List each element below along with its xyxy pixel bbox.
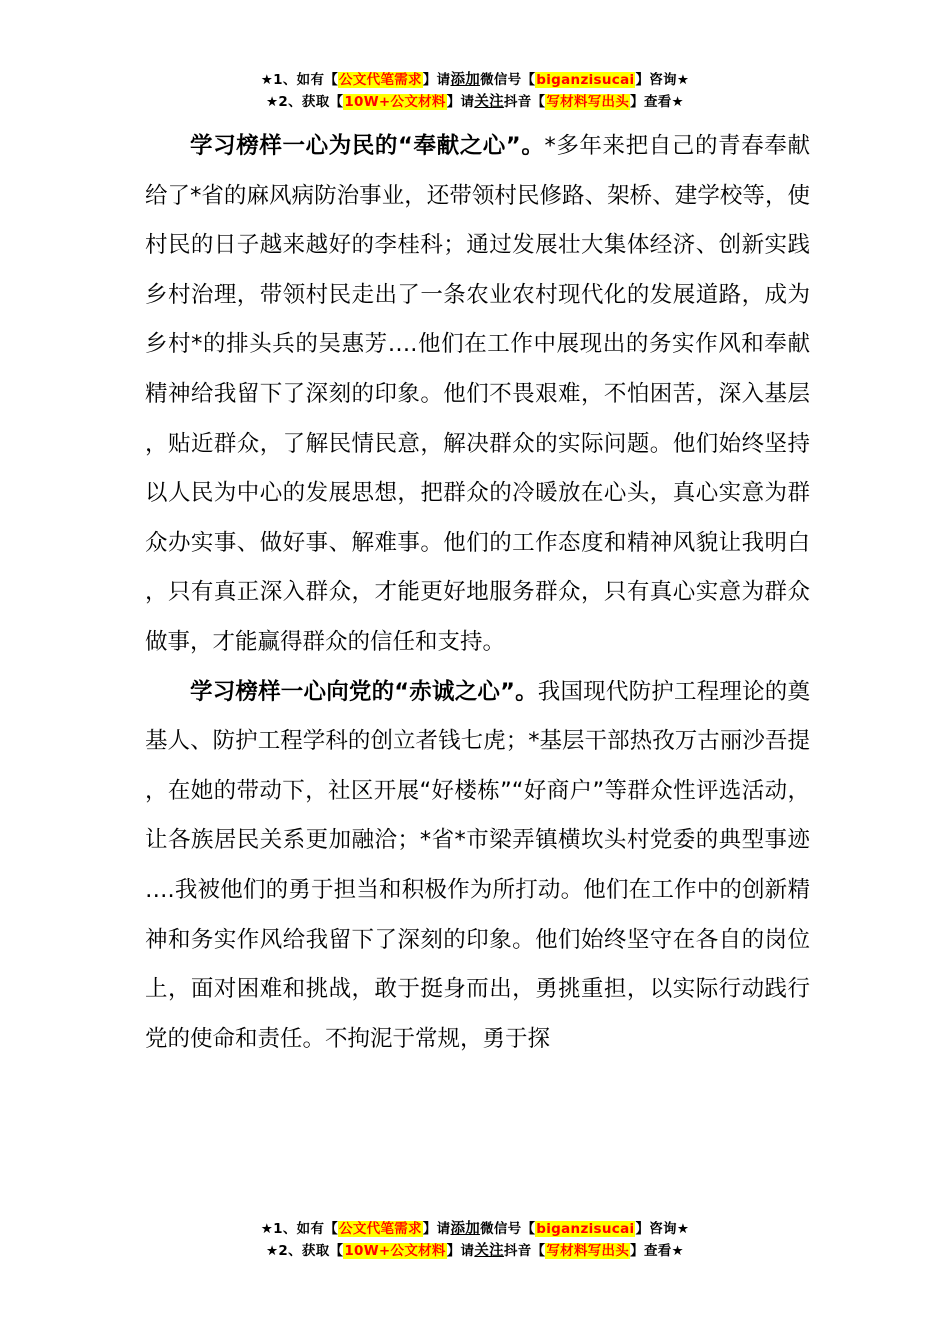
promo-text: 抖音【 — [503, 1243, 546, 1259]
promo-line-2 — [0, 91, 950, 113]
promo-highlight: 公文代笔需求 — [339, 1221, 422, 1237]
promo-wechat-id: biganzisucai — [536, 72, 635, 88]
promo-line-2 — [0, 1240, 950, 1262]
paragraph-text: *多年来把自己的青春奉献给了*省的麻风病防治事业，还带领村民修路、架桥、建学校等，使村民的日子越来越好的李桂科；通过发展壮大集体经济、创新实践乡村治理，带领村民走出了一条农业农村现代化的发展道路，成为乡村*的排头兵的吴惠芳….他们在工作中展现出的务实作风和奉献精神给我留下了深刻的印象。他们不畏艰难，不怕困苦，深入基层，贴近群众，了解民情民意，解决群众的实际问题。他们始终坚持以人民为中心的发展思想，把群众的冷暖放在心头，真心实意为群众办实事、做好事、解难事。他们的工作态度和精神风貌让我明白，只有真正深入群众，才能更好地服务群众，只有真心实意为群众做事，才能赢得群众的信任和支持。 — [145, 133, 810, 655]
promo-douyin-id: 写材料写出头 — [546, 94, 630, 110]
promo-text: 抖音【 — [503, 94, 546, 110]
promo-emphasis: 添加 — [450, 72, 481, 88]
promo-line-1 — [0, 1218, 950, 1240]
promo-text: 】咨询★ — [635, 72, 690, 88]
promo-douyin-id: 写材料写出头 — [546, 1243, 630, 1259]
promo-banner-bottom — [0, 1218, 950, 1262]
promo-text: 】请 — [446, 94, 475, 110]
promo-line-1 — [0, 69, 950, 91]
paragraph-2 — [145, 668, 810, 1065]
promo-emphasis: 关注 — [474, 94, 504, 110]
promo-text: 】咨询★ — [635, 1221, 690, 1237]
promo-text: ★1、如有【 — [260, 1221, 339, 1237]
promo-highlight: 10W+公文材料 — [344, 94, 446, 110]
promo-text: 微信号【 — [480, 1221, 536, 1237]
paragraph-lead: 学习榜样一心向党的“赤诚之心”。 — [190, 678, 538, 705]
promo-text: ★2、获取【 — [266, 94, 344, 110]
article-body — [145, 122, 810, 1064]
promo-text: 微信号【 — [480, 72, 536, 88]
promo-wechat-id: biganzisucai — [536, 1221, 635, 1237]
promo-text: ★2、获取【 — [266, 1243, 344, 1259]
promo-text: ★1、如有【 — [260, 72, 339, 88]
promo-banner-top — [0, 69, 950, 113]
promo-text: 】查看★ — [630, 1243, 684, 1259]
promo-highlight: 10W+公文材料 — [344, 1243, 446, 1259]
paragraph-1 — [145, 122, 810, 668]
promo-highlight: 公文代笔需求 — [339, 72, 422, 88]
paragraph-lead: 学习榜样一心为民的“奉献之心”。 — [190, 133, 545, 159]
promo-text: 】查看★ — [630, 94, 684, 110]
promo-emphasis: 添加 — [450, 1221, 481, 1237]
promo-text: 】请 — [446, 1243, 475, 1259]
promo-text: 】请 — [422, 72, 451, 88]
paragraph-text: 我国现代防护工程理论的奠基人、防护工程学科的创立者钱七虎；*基层干部热孜万古丽沙吾提，在她的带动下，社区开展“好楼栋”“好商户”等群众性评选活动，让各族居民关系更加融洽；*省*市梁弄镇横坎头村党委的典型事迹….我被他们的勇于担当和积极作为所打动。他们在工作中的创新精神和务实作风给我留下了深刻的印象。他们始终坚守在各自的岗位上，面对困难和挑战，敢于挺身而出，勇挑重担，以实际行动践行党的使命和责任。不拘泥于常规，勇于探 — [145, 678, 810, 1052]
promo-emphasis: 关注 — [474, 1243, 504, 1259]
promo-text: 】请 — [422, 1221, 451, 1237]
